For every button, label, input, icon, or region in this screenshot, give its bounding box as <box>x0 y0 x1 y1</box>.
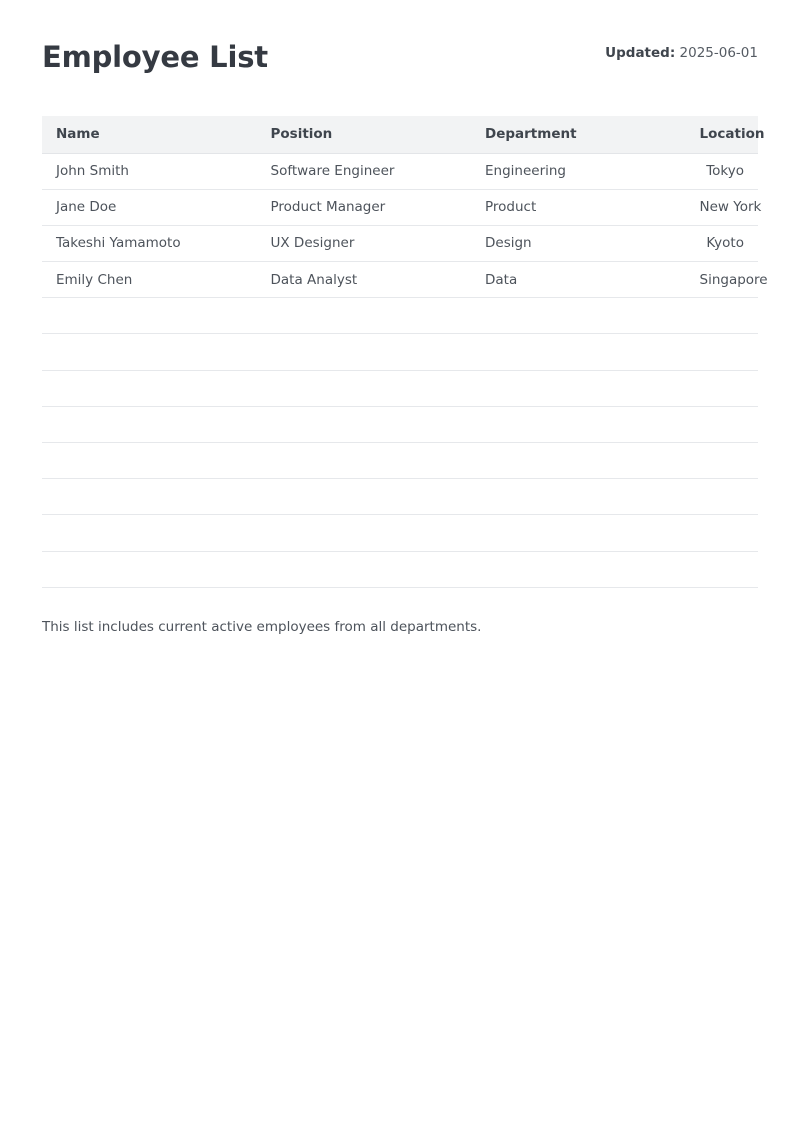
cell-name <box>42 406 257 442</box>
table-row <box>42 479 758 515</box>
employee-list-page <box>42 0 768 635</box>
footer-note: This list includes current active employees from all departments. <box>42 618 482 635</box>
table-row <box>42 153 758 189</box>
table-row <box>42 225 758 261</box>
cell-location <box>686 551 759 587</box>
cell-position <box>257 443 472 479</box>
table-row <box>42 443 758 479</box>
table-row <box>42 406 758 442</box>
cell-department <box>471 479 686 515</box>
cell-name: Takeshi Yamamoto <box>42 225 257 261</box>
cell-department <box>471 515 686 551</box>
cell-department: Engineering <box>471 153 686 189</box>
cell-location: Tokyo <box>686 153 759 189</box>
cell-position <box>257 370 472 406</box>
cell-location: Singapore <box>686 262 759 298</box>
cell-location: New York <box>686 189 759 225</box>
cell-name <box>42 515 257 551</box>
page-header <box>42 0 758 116</box>
cell-location <box>686 370 759 406</box>
cell-position <box>257 515 472 551</box>
cell-location <box>686 406 759 442</box>
cell-position: Software Engineer <box>257 153 472 189</box>
cell-department <box>471 370 686 406</box>
column-header-name: Name <box>42 116 257 153</box>
cell-name <box>42 551 257 587</box>
table-row <box>42 370 758 406</box>
cell-name: Jane Doe <box>42 189 257 225</box>
page-title: Employee List <box>42 40 268 74</box>
cell-department <box>471 443 686 479</box>
column-header-position: Position <box>257 116 472 153</box>
cell-department <box>471 334 686 370</box>
cell-department: Design <box>471 225 686 261</box>
cell-name <box>42 443 257 479</box>
cell-location <box>686 479 759 515</box>
cell-department <box>471 551 686 587</box>
cell-department: Data <box>471 262 686 298</box>
cell-name <box>42 370 257 406</box>
cell-location: Kyoto <box>686 225 759 261</box>
cell-location <box>686 515 759 551</box>
cell-name <box>42 479 257 515</box>
table-row <box>42 262 758 298</box>
cell-position <box>257 334 472 370</box>
cell-location <box>686 334 759 370</box>
updated-label: Updated: <box>605 45 676 61</box>
table-row <box>42 334 758 370</box>
cell-name <box>42 298 257 334</box>
cell-position: Product Manager <box>257 189 472 225</box>
cell-position <box>257 406 472 442</box>
table-row <box>42 515 758 551</box>
column-header-location: Location <box>686 116 759 153</box>
table-row <box>42 298 758 334</box>
column-header-department: Department <box>471 116 686 153</box>
table-header-row <box>42 116 758 153</box>
updated-date <box>605 45 758 61</box>
cell-department <box>471 298 686 334</box>
cell-position <box>257 479 472 515</box>
cell-location <box>686 443 759 479</box>
cell-position <box>257 298 472 334</box>
cell-name: John Smith <box>42 153 257 189</box>
cell-location <box>686 298 759 334</box>
cell-name: Emily Chen <box>42 262 257 298</box>
updated-value: 2025-06-01 <box>679 45 758 61</box>
cell-position: Data Analyst <box>257 262 472 298</box>
cell-position <box>257 551 472 587</box>
cell-name <box>42 334 257 370</box>
employee-table <box>42 116 768 588</box>
cell-department: Product <box>471 189 686 225</box>
cell-department <box>471 406 686 442</box>
cell-position: UX Designer <box>257 225 472 261</box>
table-row <box>42 189 758 225</box>
table-row <box>42 551 758 587</box>
table-body <box>42 153 768 587</box>
